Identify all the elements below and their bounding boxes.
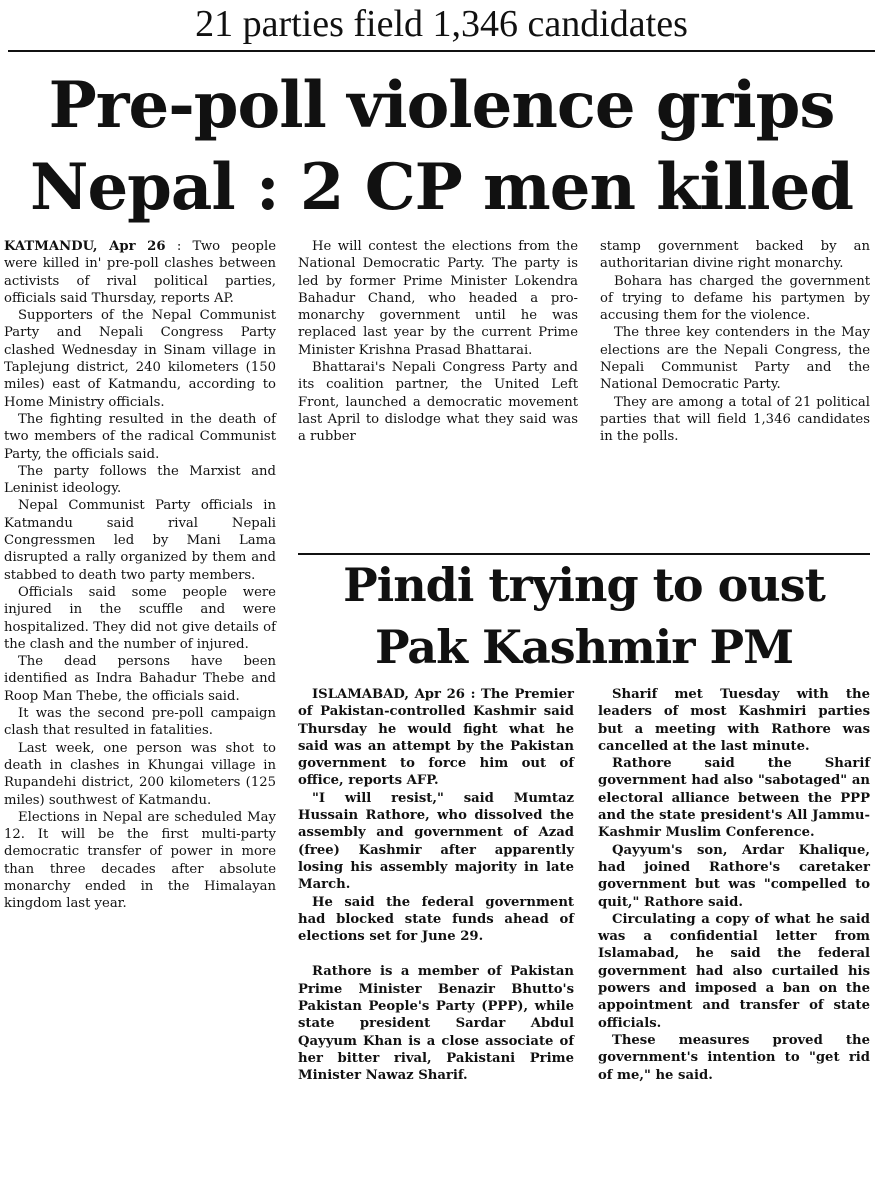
- kicker-headline: 21 parties field 1,346 candidates: [195, 3, 688, 45]
- lead-paragraph: The party follows the Marxist and Leninist ideology.: [4, 463, 276, 497]
- second-paragraph: Sharif met Tuesday with the leaders of most Kashmiri parties but a meeting with Rathore was cancelled at the last minute.: [598, 687, 870, 754]
- lead-paragraph: Bohara has charged the government of trying to defame his partymen by accusing them for the violence.: [600, 273, 870, 324]
- second-paragraph: Rathore is a member of Pakistan Prime Minister Benazir Bhutto's Pakistan People's Party (PPP), while state president Sardar Abdul Qayyum Khan is a close associate of her bitter rival, Pakistani Prime Minister Nawaz Sharif.: [298, 964, 574, 1084]
- lead-paragraph: They are among a total of 21 political parties that will field 1,346 candidates in the polls.: [600, 394, 870, 445]
- section-rule: [298, 553, 870, 555]
- lead-column-2: [298, 238, 578, 446]
- lead-headline-line2: Nepal : 2 CP men killed: [29, 150, 854, 225]
- lead-paragraph: Bhattarai's Nepali Congress Party and its coalition partner, the United Left Front, launched a democratic movement last April to dislodge what they said was a rubber: [298, 360, 578, 445]
- second-column-1: [298, 686, 574, 1085]
- lead-paragraph: The three key contenders in the May elections are the Nepali Congress, the Nepali Communist Party and the National Democratic Party.: [600, 325, 870, 393]
- lead-paragraph: KATMANDU, Apr 26 : Two people were killed in' pre-poll clashes between activists of rival political parties, officials said Thursday, reports AP.: [4, 239, 277, 306]
- lead-paragraph: stamp government backed by an authoritarian divine right monarchy.: [600, 239, 870, 272]
- second-headline-line2: Pak Kashmir PM: [374, 620, 794, 674]
- second-paragraph: He said the federal government had blocked state funds ahead of elections set for June 29.: [298, 894, 574, 945]
- second-paragraph: ISLAMABAD, Apr 26 : The Premier of Pakistan-controlled Kashmir said Thursday he would fight what he said was an attempt by the Pakistan government to force him out of office, reports AFP.: [298, 687, 574, 789]
- lead-paragraph: The fighting resulted in the death of two members of the radical Communist Party, the officials said.: [4, 411, 276, 462]
- lead-paragraph: Nepal Communist Party officials in Katmandu said rival Nepali Congressmen led by Mani Lama disrupted a rally organized by them and stabbed to death two party members.: [4, 498, 276, 583]
- second-dateline: ISLAMABAD, Apr 26: [312, 687, 465, 702]
- second-paragraph: Circulating a copy of what he said was a confidential letter from Islamabad, he said the federal government had also curtailed his powers and imposed a ban on the appointment and transfer of state officials.: [598, 911, 870, 1031]
- lead-paragraph: Last week, one person was shot to death in clashes in Khungai village in Rupandehi district, 200 kilometers (125 miles) southwest of Katmandu.: [4, 740, 276, 808]
- lead-column-1: [4, 238, 276, 913]
- lead-paragraph: Officials said some people were injured in the scuffle and were hospitalized. They did not give details of the clash and the number of injured.: [4, 584, 276, 652]
- second-paragraph: Qayyum's son, Ardar Khalique, had joined Rathore's caretaker government but was "compelled to quit," Rathore said.: [598, 842, 870, 910]
- second-paragraph: "I will resist," said Mumtaz Hussain Rathore, who dissolved the assembly and government of Azad (free) Kashmir after apparently losing his assembly majority in late March.: [298, 790, 574, 893]
- top-rule: [8, 50, 875, 52]
- lead-paragraph: It was the second pre-poll campaign clash that resulted in fatalities.: [4, 706, 276, 739]
- lead-paragraph: He will contest the elections from the National Democratic Party. The party is led by former Prime Minister Lokendra Bahadur Chand, who headed a pro-monarchy government until he was replaced last year by the current Prime Minister Krishna Prasad Bhattarai.: [298, 239, 578, 358]
- lead-dateline: KATMANDU, Apr 26: [4, 239, 166, 254]
- lead-column-3: [600, 238, 870, 446]
- lead-headline-line1: Pre-poll violence grips: [48, 68, 835, 143]
- lead-paragraph: Supporters of the Nepal Communist Party and Nepali Congress Party clashed Wednesday in Sinam village in Taplejung district, 240 kilometers (150 miles) east of Katmandu, according to Home Ministry officials.: [4, 308, 276, 410]
- second-paragraph: Rathore said the Sharif government had also "sabotaged" an electoral alliance between the PPP and the state president's All Jammu-Kashmir Muslim Conference.: [598, 756, 870, 841]
- second-paragraph: These measures proved the government's intention to "get rid of me," he said.: [598, 1032, 870, 1083]
- lead-paragraph: Elections in Nepal are scheduled May 12. It will be the first multi-party democratic transfer of power in more than three decades after absolute monarchy ended in the Himalayan kingdom last year.: [4, 809, 276, 912]
- lead-paragraph: The dead persons have been identified as Indra Bahadur Thebe and Roop Man Thebe, the officials said.: [4, 654, 276, 704]
- second-headline-line1: Pindi trying to oust: [343, 558, 825, 612]
- second-column-2: [598, 686, 870, 1084]
